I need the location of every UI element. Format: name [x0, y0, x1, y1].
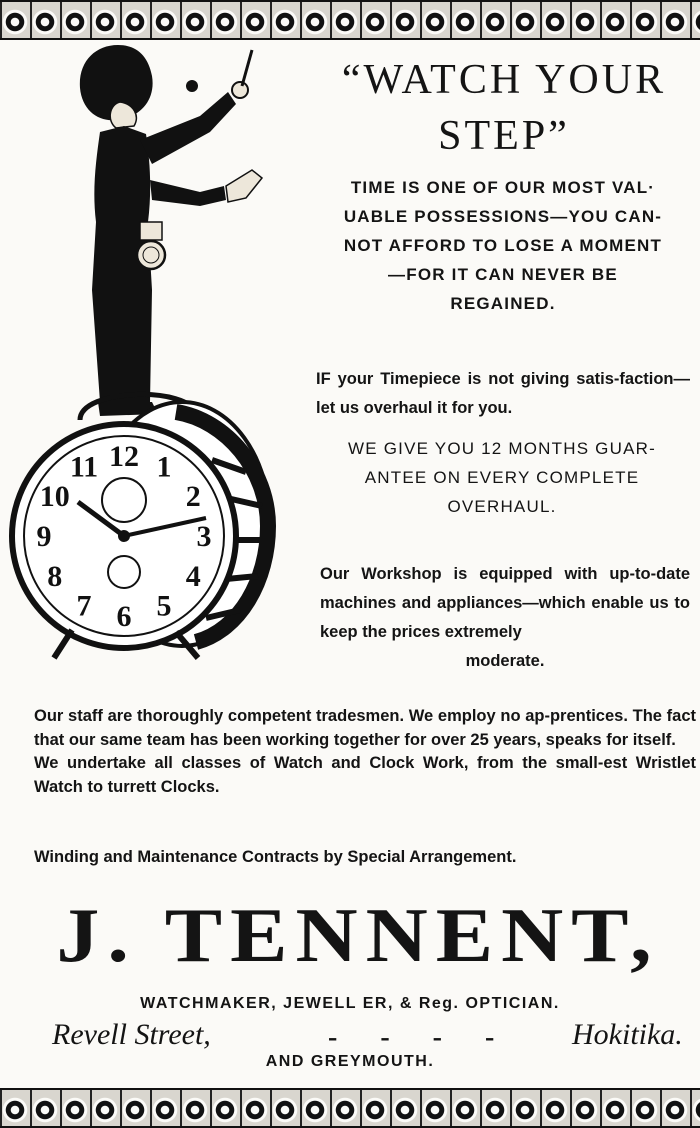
clock-numeral: 12	[109, 440, 139, 473]
conductor-figure	[80, 45, 262, 416]
clock-numeral: 4	[185, 560, 201, 593]
street-address: Revell Street,	[52, 1018, 211, 1051]
clock-numeral: 10	[39, 480, 70, 513]
branch-location: AND GREYMOUTH.	[265, 1053, 435, 1070]
clock-numeral: 2	[185, 480, 201, 513]
staff-paragraph	[34, 705, 696, 799]
address-dashes: - - - -	[328, 1022, 513, 1053]
workshop-text	[320, 560, 690, 676]
clock-numeral: 11	[69, 450, 99, 484]
overhaul-offer: IF your Timepiece is not giving satis-faction—let us overhaul it for you.	[316, 370, 690, 417]
intro-text	[312, 173, 694, 318]
intro-line: REGAINED.	[450, 294, 556, 313]
clock-numeral: 3	[196, 520, 212, 553]
top-ornamental-border	[0, 0, 700, 40]
clock-numeral: 1	[156, 450, 172, 484]
guarantee-line: ANTEE ON EVERY COMPLETE	[364, 468, 640, 487]
clock-figure-illustration	[0, 40, 300, 690]
town-name: Hokitika.	[572, 1018, 683, 1051]
intro-line: TIME IS ONE OF OUR MOST VAL·	[350, 178, 656, 197]
workshop-body: Our Workshop is equipped with up-to-date machines and appliances—which enable us to keep the prices extremely	[320, 565, 690, 641]
intro-line: UABLE POSSESSIONS—YOU CAN-	[343, 207, 663, 226]
intro-line: —FOR IT CAN NEVER BE	[388, 265, 618, 284]
bottom-ornamental-border	[0, 1088, 700, 1128]
intro-line: NOT AFFORD TO LOSE A MOMENT	[343, 236, 663, 255]
staff-text: Our staff are thoroughly competent tradesmen. We employ no ap-prentices. The fact that our same team has been working together for over 25 years, speaks for itself.	[34, 707, 696, 749]
clock-numeral: 9	[36, 520, 52, 553]
clock-numeral: 7	[76, 589, 92, 623]
workshop-last-line: moderate.	[465, 652, 545, 670]
work-text: We undertake all classes of Watch and Clock Work, from the small-est Wristlet Watch to turrett Clocks.	[34, 754, 696, 796]
guarantee-text	[314, 434, 690, 521]
trade-description: WATCHMAKER, JEWELL ER, & Reg. OPTICIAN.	[140, 995, 560, 1012]
guarantee-line: OVERHAUL.	[447, 497, 557, 516]
winding-contracts-text: Winding and Maintenance Contracts by Special Arrangement.	[34, 848, 517, 866]
guarantee-line: WE GIVE YOU 12 MONTHS GUAR-	[348, 439, 656, 458]
clock-numeral: 5	[156, 589, 172, 623]
headline: “WATCH YOUR STEP”	[341, 57, 667, 159]
business-name: J. TENNENT,	[56, 891, 660, 979]
clock-numeral: 6	[116, 600, 132, 633]
clock-numeral: 8	[47, 560, 63, 593]
